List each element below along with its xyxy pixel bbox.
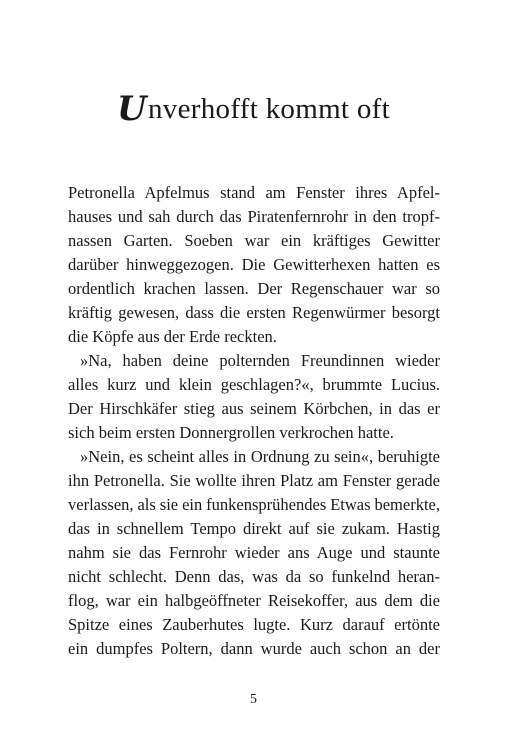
- body-text: [68, 181, 440, 661]
- chapter-title-initial: U: [117, 89, 147, 129]
- text-line: Petronella Apfelmus stand am Fenster ihres Apfel-: [68, 183, 440, 202]
- text-line: ein dumpfes Poltern, dann wurde auch schon an der: [68, 639, 440, 658]
- chapter-title: [0, 89, 507, 129]
- text-line: sich beim ersten Donnergrollen verkrochen hatte.: [68, 423, 394, 442]
- text-line: flog, war ein halbgeöffneter Reisekoffer, aus dem die: [68, 591, 440, 610]
- chapter-title-text: nverhofft kommt oft: [147, 93, 390, 125]
- text-line: nassen Garten. Soeben war ein kräftiges Gewitter: [68, 231, 440, 250]
- page-number: 5: [250, 692, 257, 707]
- text-line: nahm sie das Fernrohr wieder ans Auge und staunte: [68, 543, 440, 562]
- text-line: nicht schlecht. Denn das, was da so funkelnd heran-: [68, 567, 440, 586]
- text-line: darüber hinweggezogen. Die Gewitterhexen hatten es: [68, 255, 440, 274]
- text-line: die Köpfe aus der Erde reckten.: [68, 327, 277, 346]
- text-line: ihn Petronella. Sie wollte ihren Platz am Fenster gerade: [68, 471, 440, 490]
- text-line: kräftig gewesen, dass die ersten Regenwürmer besorgt: [68, 303, 440, 322]
- text-line: ordentlich krachen lassen. Der Regenschauer war so: [68, 279, 440, 298]
- text-line: Der Hirschkäfer stieg aus seinem Körbchen, in das er: [68, 399, 440, 418]
- text-line: hauses und sah durch das Piratenfernrohr in den tropf-: [68, 207, 440, 226]
- text-line: verlassen, als sie ein funkensprühendes Etwas bemerkte,: [68, 495, 440, 514]
- text-line: das in schnellem Tempo direkt auf sie zukam. Hastig: [68, 519, 440, 538]
- text-line: »Nein, es scheint alles in Ordnung zu sein«, beruhigte: [80, 447, 440, 466]
- text-line: Spitze eines Zauberhutes lugte. Kurz darauf ertönte: [68, 615, 440, 634]
- text-line: alles kurz und klein geschlagen?«, brummte Lucius.: [68, 375, 440, 394]
- text-line: »Na, haben deine polternden Freundinnen wieder: [80, 351, 440, 370]
